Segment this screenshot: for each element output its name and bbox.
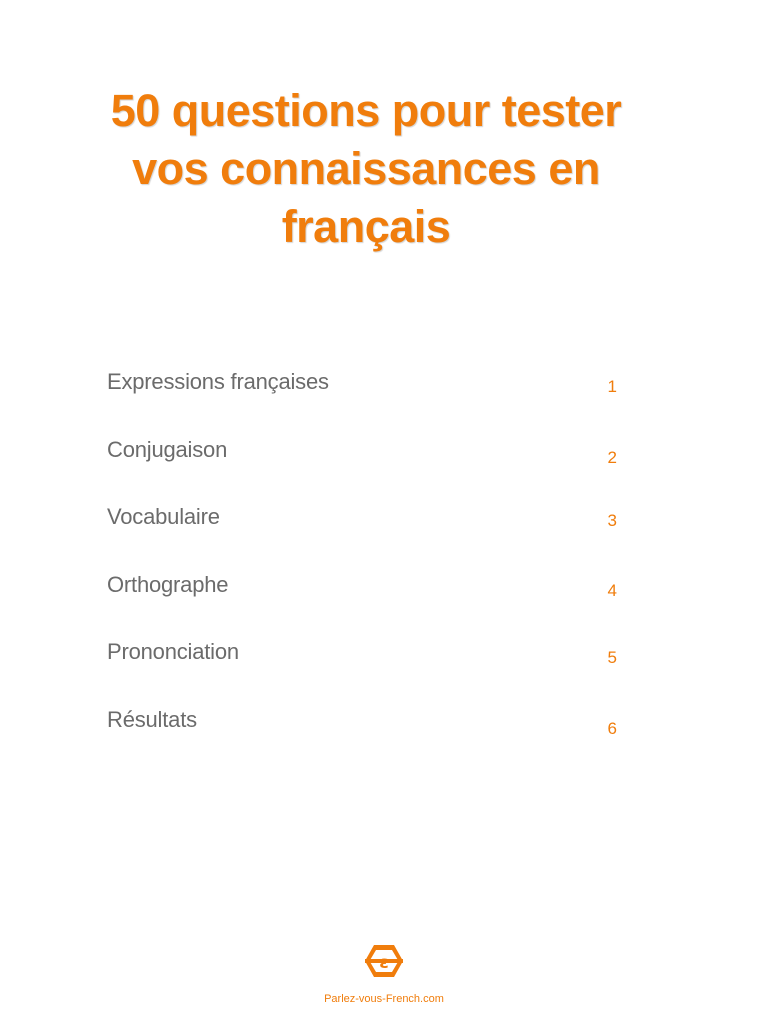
toc-item-page-number: 5 xyxy=(607,648,617,668)
toc-item-page-number: 6 xyxy=(607,718,617,738)
toc-item-page-number: 2 xyxy=(607,447,617,467)
toc-item-conjugaison[interactable] xyxy=(107,434,627,502)
toc-item-label: Conjugaison xyxy=(107,436,228,462)
toc-item-orthographe[interactable] xyxy=(107,569,627,637)
toc-item-label: Orthographe xyxy=(107,571,229,597)
footer-site-link[interactable]: Parlez-vous-French.com xyxy=(324,993,444,1005)
toc-item-page-number: 1 xyxy=(607,377,617,396)
page-title xyxy=(40,82,692,256)
toc-item-page-number: 4 xyxy=(607,580,617,600)
toc-item-label: Expressions françaises xyxy=(107,369,329,394)
title-line-2: vos connaissances en xyxy=(132,143,600,194)
toc-item-label: Prononciation xyxy=(107,639,239,665)
title-line-3: français xyxy=(281,201,451,252)
toc-item-resultats[interactable] xyxy=(107,704,627,772)
toc-item-prononciation[interactable] xyxy=(107,636,627,704)
hexagon-epsilon-logo-icon xyxy=(363,940,405,982)
toc-item-label: Résultats xyxy=(107,706,197,732)
toc-item-vocabulaire[interactable] xyxy=(107,501,627,569)
title-line-1: 50 questions pour tester xyxy=(110,85,622,136)
toc-item-expressions[interactable] xyxy=(107,366,627,434)
toc-item-page-number: 3 xyxy=(607,511,617,531)
svg-text:ɛ: ɛ xyxy=(379,953,389,973)
toc-item-label: Vocabulaire xyxy=(107,504,220,530)
table-of-contents xyxy=(107,366,627,772)
